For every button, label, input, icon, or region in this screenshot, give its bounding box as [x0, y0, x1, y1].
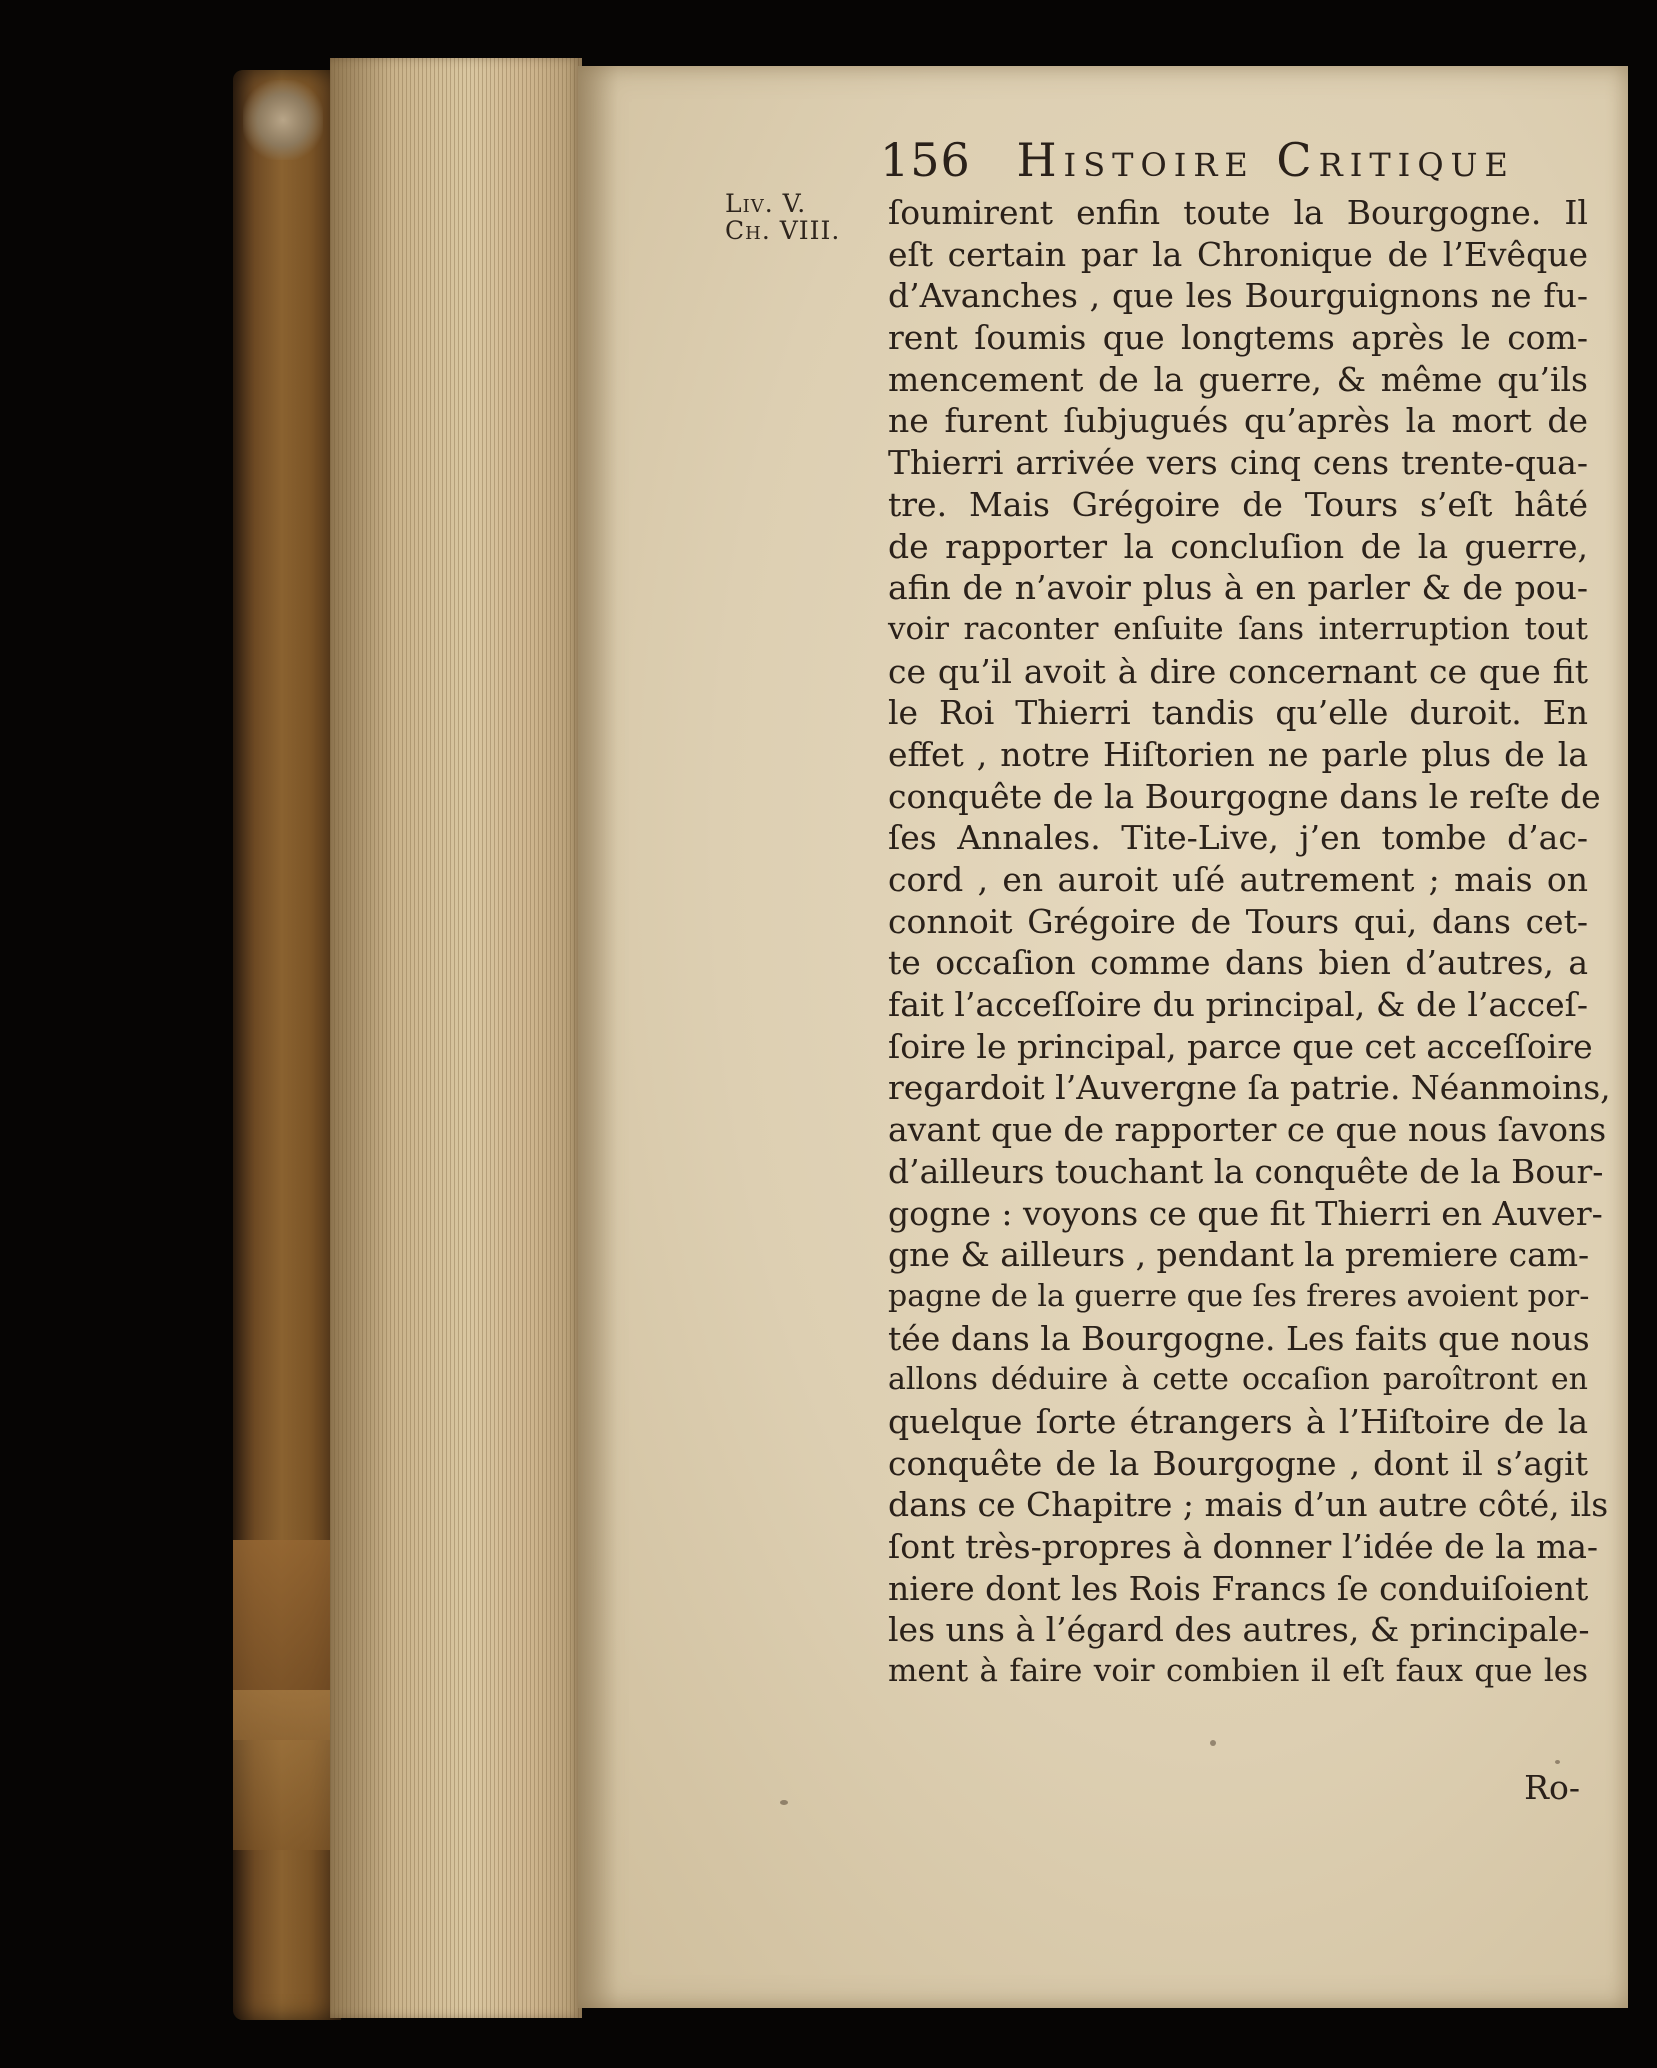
- catchword: Ro-: [1524, 1768, 1580, 1807]
- text-line: cord , en auroit uſé autrement ; mais on: [888, 860, 1588, 899]
- text-line: ſes Annales. Tite-Live, j’en tombe d’ac-: [888, 818, 1588, 858]
- text-line: conquête de la Bourgogne , dont il s’agit: [888, 1443, 1588, 1483]
- text-line: fait l’acceſſoire du principal, & de l’acceſ-: [888, 985, 1588, 1025]
- text-line: effet , notre Hiſtorien ne parle plus de la: [888, 734, 1588, 774]
- page-edges: [330, 58, 582, 2018]
- text-line: ſoumirent enfin toute la Bourgogne. Il: [888, 193, 1588, 232]
- text-line: regardoit l’Auvergne ſa patrie. Néanmoins,: [888, 1068, 1611, 1108]
- text-line: conquête de la Bourgogne dans le reſte de: [888, 776, 1601, 816]
- text-line: ſoire le principal, parce que cet acceſſoire: [888, 1026, 1593, 1066]
- text-line: eſt certain par la Chronique de l’Evêque: [888, 234, 1588, 274]
- margin-note: [725, 190, 885, 244]
- running-head: [880, 132, 1520, 188]
- text-line: mencement de la guerre, & même qu’ils: [888, 359, 1588, 399]
- paper-speck: [1555, 1760, 1560, 1764]
- text-line: gne & ailleurs , pendant la premiere cam-: [888, 1235, 1590, 1275]
- text-line: ſont très-propres à donner l’idée de la ma-: [888, 1527, 1599, 1566]
- text-line: tée dans la Bourgogne. Les faits que nous: [888, 1318, 1590, 1358]
- page-gutter-shadow: [578, 66, 618, 2008]
- text-line: allons déduire à cette occaſion paroîtront en: [888, 1362, 1588, 1398]
- text-line: afin de n’avoir plus à en parler & de pou-: [888, 568, 1588, 608]
- book-binding: [233, 70, 341, 2020]
- text-line: rent ſoumis que longtems après le com-: [888, 318, 1588, 358]
- text-line: tre. Mais Grégoire de Tours s’eſt hâté: [888, 484, 1588, 524]
- binding-wear: [233, 1690, 341, 1850]
- text-line: gogne : voyons ce que fit Thierri en Auver-: [888, 1193, 1603, 1233]
- paper-speck: [1210, 1740, 1216, 1746]
- text-line: voir raconter enſuite ſans interruption tout: [888, 610, 1588, 647]
- text-line: Thierri arrivée vers cinq cens trente-qua-: [888, 443, 1588, 483]
- text-line: d’Avanches , que les Bourguignons ne fu-: [888, 276, 1588, 316]
- text-line: connoit Grégoire de Tours qui, dans cet-: [888, 901, 1588, 941]
- text-line: pagne de la guerre que ſes freres avoient por-: [888, 1278, 1590, 1314]
- text-line: les uns à l’égard des autres, & principale-: [888, 1610, 1590, 1650]
- text-line: d’ailleurs touchant la conquête de la Bour-: [888, 1151, 1604, 1191]
- text-line: de rapporter la concluſion de la guerre,: [888, 526, 1588, 566]
- text-line: niere dont les Rois Francs ſe conduiſoient: [888, 1568, 1589, 1608]
- margin-note-book: Liv. V.: [725, 189, 807, 218]
- body-text: [888, 192, 1611, 1693]
- paper-speck: [780, 1800, 788, 1805]
- text-line: le Roi Thierri tandis qu’elle duroit. En: [888, 693, 1588, 733]
- text-line: avant que de rapporter ce que nous ſavons: [888, 1110, 1607, 1150]
- text-line: ne furent ſubjugués qu’après la mort de: [888, 401, 1588, 441]
- binding-scuff: [243, 80, 323, 160]
- margin-note-chapter: Ch. VIII.: [725, 216, 841, 245]
- text-line: ce qu’il avoit à dire concernant ce que fit: [888, 651, 1588, 691]
- text-line: te occaſion comme dans bien d’autres, a: [888, 943, 1588, 983]
- text-line: dans ce Chapitre ; mais d’un autre côté, ils: [888, 1485, 1609, 1525]
- text-line: ment à faire voir combien il eſt faux que les: [888, 1653, 1588, 1690]
- text-line: quelque ſorte étrangers à l’Hiſtoire de la: [888, 1401, 1588, 1441]
- running-head-title: Histoire Critique: [1016, 133, 1515, 187]
- page-number: 156: [880, 133, 971, 187]
